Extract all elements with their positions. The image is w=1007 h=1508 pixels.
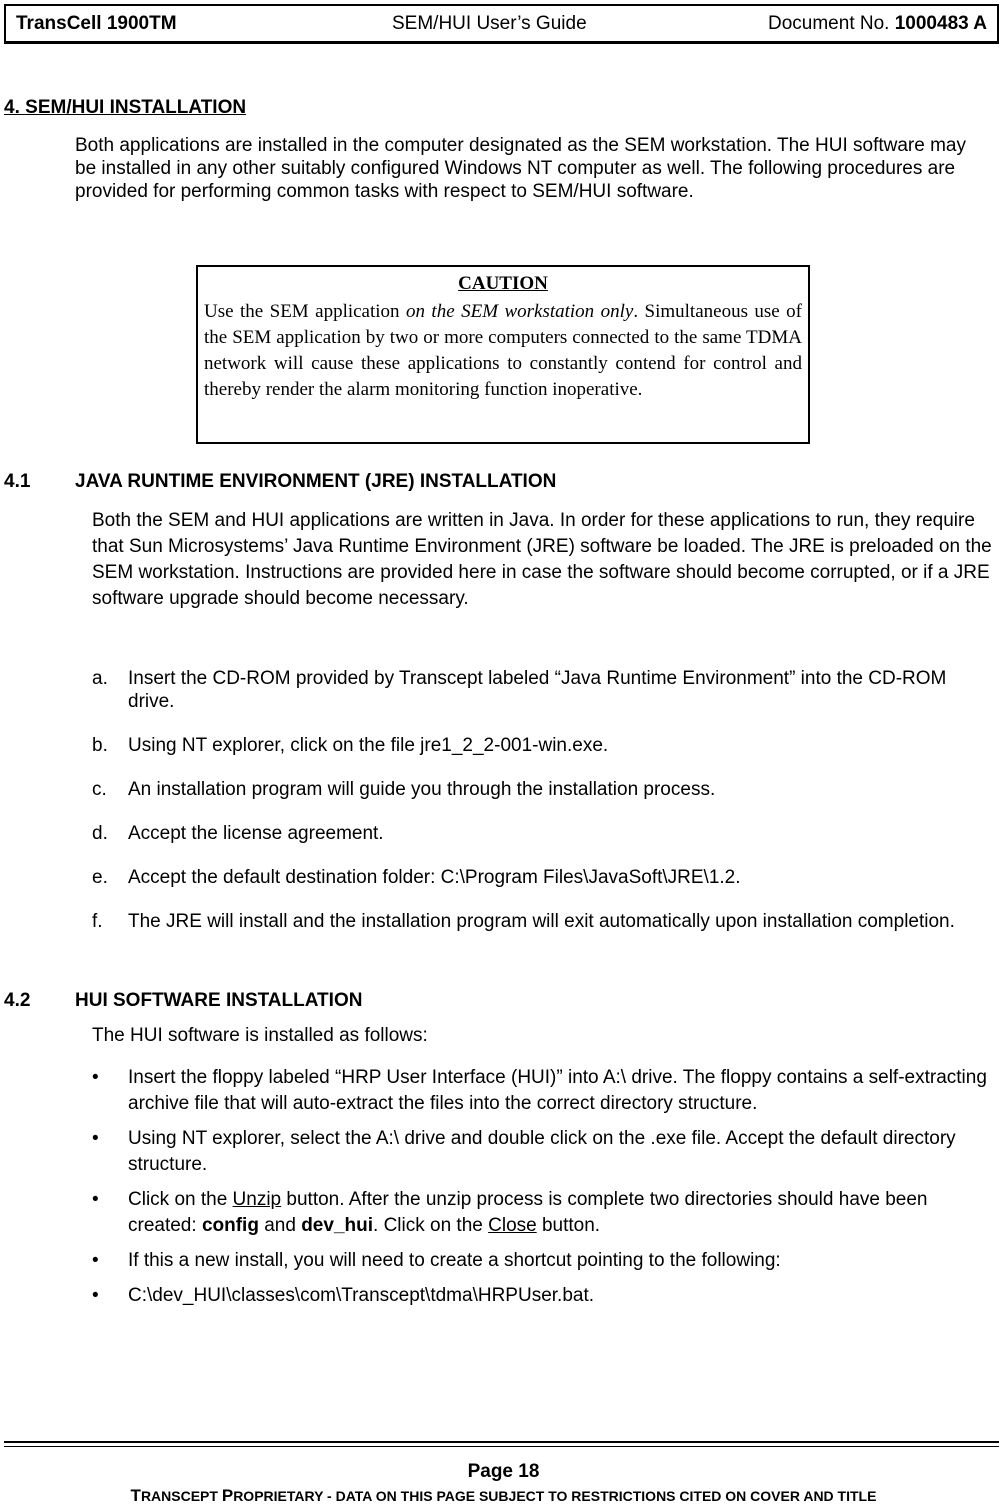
list-item: c. An installation program will guide you through the installation process. bbox=[92, 779, 716, 800]
caution-text: Use the SEM application on the SEM workstation only. Simultaneous use of the SEM application by two or more computers connected to the same TDMA network will cause these applications to constantly contend for control and thereby render the alarm monitoring function inoperative. bbox=[204, 301, 802, 400]
list-item: f. The JRE will install and the installation program will exit automatically upon installation completion. bbox=[92, 911, 955, 932]
list-item: • C:\dev_HUI\classes\com\Transcept\tdma\HRPUser.bat. bbox=[92, 1285, 595, 1306]
list-item: • If this a new install, you will need to create a shortcut pointing to the following: bbox=[92, 1250, 781, 1271]
section-title: 4. SEM/HUI INSTALLATION bbox=[4, 97, 247, 118]
footer-divider-thin bbox=[4, 1446, 999, 1447]
page-number: Page 18 bbox=[467, 1461, 540, 1482]
list-item: e. Accept the default destination folder: C:\Program Files\JavaSoft\JRE\1.2. bbox=[92, 867, 741, 888]
proprietary-notice: TRANSCEPT PROPRIETARY - DATA ON THIS PAGE SUBJECT TO RESTRICTIONS CITED ON COVER AND TITLE bbox=[130, 1486, 877, 1505]
jre-heading: 4.1 JAVA RUNTIME ENVIRONMENT (JRE) INSTALLATION bbox=[4, 471, 557, 492]
caution-title: CAUTION bbox=[458, 273, 548, 294]
footer-divider bbox=[4, 1441, 999, 1443]
header-document-number: Document No. 1000483 A bbox=[768, 12, 987, 34]
jre-steps bbox=[92, 667, 992, 954]
list-item: • Insert the floppy labeled “HRP User Interface (HUI)” into A:\ drive. The floppy contains a self-extracting archive file that will auto-extract the files into the correct directory structure. bbox=[92, 1067, 987, 1114]
jre-intro: Both the SEM and HUI applications are written in Java. In order for these applications to run, they require that Sun Microsystems’ Java Runtime Environment (JRE) software be loaded. The JRE is preloaded on the SEM workstation. Instructions are provided here in case the software should become corrupted, or if a JRE software upgrade should become necessary. bbox=[92, 510, 992, 609]
list-item: • Click on the Unzip button. After the unzip process is complete two directories should have been created: config and dev_hui. Click on the Close button. bbox=[92, 1189, 928, 1236]
page-header bbox=[4, 4, 999, 44]
list-item: • Using NT explorer, select the A:\ drive and double click on the .exe file. Accept the default directory structure. bbox=[92, 1128, 956, 1175]
list-item: a. Insert the CD-ROM provided by Transcept labeled “Java Runtime Environment” into the CD-ROM drive. bbox=[92, 668, 947, 712]
hui-intro: The HUI software is installed as follows: bbox=[92, 1025, 428, 1046]
header-product: TransCell 1900TM bbox=[16, 12, 177, 34]
list-item: d. Accept the license agreement. bbox=[92, 823, 384, 844]
unzip-button-ref: Unzip bbox=[232, 1189, 282, 1210]
close-button-ref: Close bbox=[488, 1215, 537, 1236]
hui-heading: 4.2 HUI SOFTWARE INSTALLATION bbox=[4, 990, 363, 1011]
section-intro: Both applications are installed in the computer designated as the SEM workstation. The HUI software may be installed in any other suitably configured Windows NT computer as well. The following procedures are provided for performing common tasks with respect to SEM/HUI software. bbox=[75, 135, 966, 202]
header-guide: SEM/HUI User’s Guide bbox=[392, 12, 587, 34]
list-item: b. Using NT explorer, click on the file jre1_2_2-001-win.exe. bbox=[92, 735, 609, 756]
hui-bullets bbox=[92, 1065, 997, 1318]
caution-box bbox=[196, 265, 810, 444]
